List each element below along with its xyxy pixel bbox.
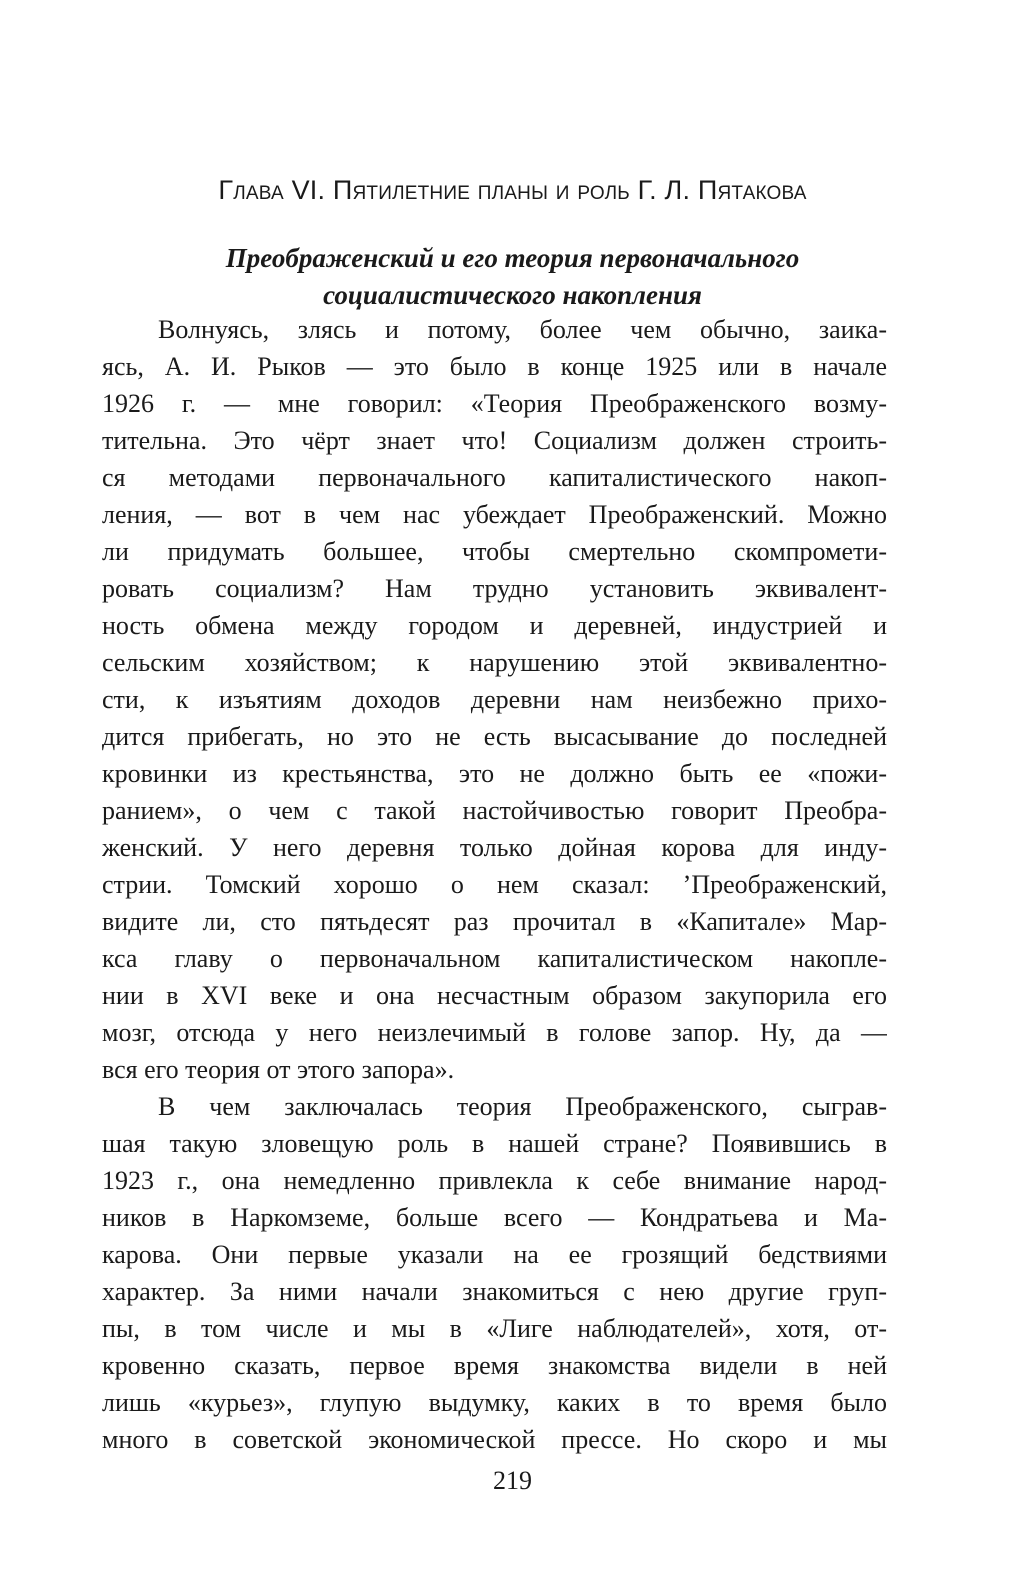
text-line: лишь «курьез», глупую выдумку, каких в то время было bbox=[102, 1388, 887, 1417]
text-line: дится прибегать, но это не есть высасывание до последней bbox=[102, 722, 887, 751]
text-line: шая такую зловещую роль в нашей стране? Появившись в bbox=[102, 1129, 887, 1158]
chapter-title: Глава VI. Пятилетние планы и роль Г. Л. Пятакова bbox=[218, 175, 807, 205]
page-number: 219 bbox=[493, 1466, 532, 1495]
text-line: тительна. Это чёрт знает что! Социализм должен строить- bbox=[102, 426, 887, 455]
text-line: мозг, отсюда у него неизлечимый в голове запор. Ну, да — bbox=[102, 1018, 887, 1047]
text-line: ли придумать большее, чтобы смертельно скомпромети- bbox=[102, 537, 887, 566]
section-title-line: социалистического накопления bbox=[323, 280, 702, 310]
text-line: ясь, А. И. Рыков — это было в конце 1925 или в начале bbox=[102, 352, 887, 381]
paragraph bbox=[102, 311, 887, 1088]
text-line: сельским хозяйством; к нарушению этой эквивалентно- bbox=[102, 648, 887, 677]
text-line: ность обмена между городом и деревней, индустрией и bbox=[102, 611, 887, 640]
text-line: 1923 г., она немедленно привлекла к себе внимание народ- bbox=[102, 1166, 887, 1195]
text-line: много в советской экономической прессе. Но скоро и мы bbox=[102, 1425, 887, 1454]
text-line: вся его теория от этого запора». bbox=[102, 1055, 455, 1084]
section-title bbox=[100, 240, 925, 314]
text-line: стрии. Томский хорошо о нем сказал: ’Преображенский, bbox=[102, 870, 887, 899]
text-line: ся методами первоначального капиталистического накоп- bbox=[102, 463, 887, 492]
body-text bbox=[102, 311, 887, 1458]
text-line: характер. За ними начали знакомиться с нею другие груп- bbox=[102, 1277, 887, 1306]
section-title-line: Преображенский и его теория первоначального bbox=[225, 243, 800, 273]
text-line: Волнуясь, злясь и потому, более чем обычно, заика- bbox=[158, 315, 887, 344]
text-line: карова. Они первые указали на ее грозящий бедствиями bbox=[102, 1240, 887, 1269]
text-line: кса главу о первоначальном капиталистическом накопле- bbox=[102, 944, 887, 973]
paragraph bbox=[102, 1088, 887, 1458]
text-line: женский. У него деревня только дойная корова для инду- bbox=[102, 833, 887, 862]
text-line: ранием», о чем с такой настойчивостью говорит Преобра- bbox=[102, 796, 887, 825]
text-line: нии в XVI веке и она несчастным образом закупорила его bbox=[102, 981, 887, 1010]
text-line: кровинки из крестьянства, это не должно быть ее «пожи- bbox=[102, 759, 887, 788]
text-line: ников в Наркомземе, больше всего — Кондратьева и Ма- bbox=[102, 1203, 887, 1232]
text-line: видите ли, сто пятьдесят раз прочитал в «Капитале» Мар- bbox=[102, 907, 887, 936]
text-line: ления, — вот в чем нас убеждает Преображенский. Можно bbox=[102, 500, 887, 529]
text-line: ровать социализм? Нам трудно установить эквивалент- bbox=[102, 574, 887, 603]
text-line: 1926 г. — мне говорил: «Теория Преображенского возму- bbox=[102, 389, 887, 418]
text-line: пы, в том числе и мы в «Лиге наблюдателей», хотя, от- bbox=[102, 1314, 887, 1343]
text-line: кровенно сказать, первое время знакомства видели в ней bbox=[102, 1351, 887, 1380]
text-line: сти, к изъятиям доходов деревни нам неизбежно прихо- bbox=[102, 685, 887, 714]
text-line: В чем заключалась теория Преображенского, сыграв- bbox=[158, 1092, 887, 1121]
